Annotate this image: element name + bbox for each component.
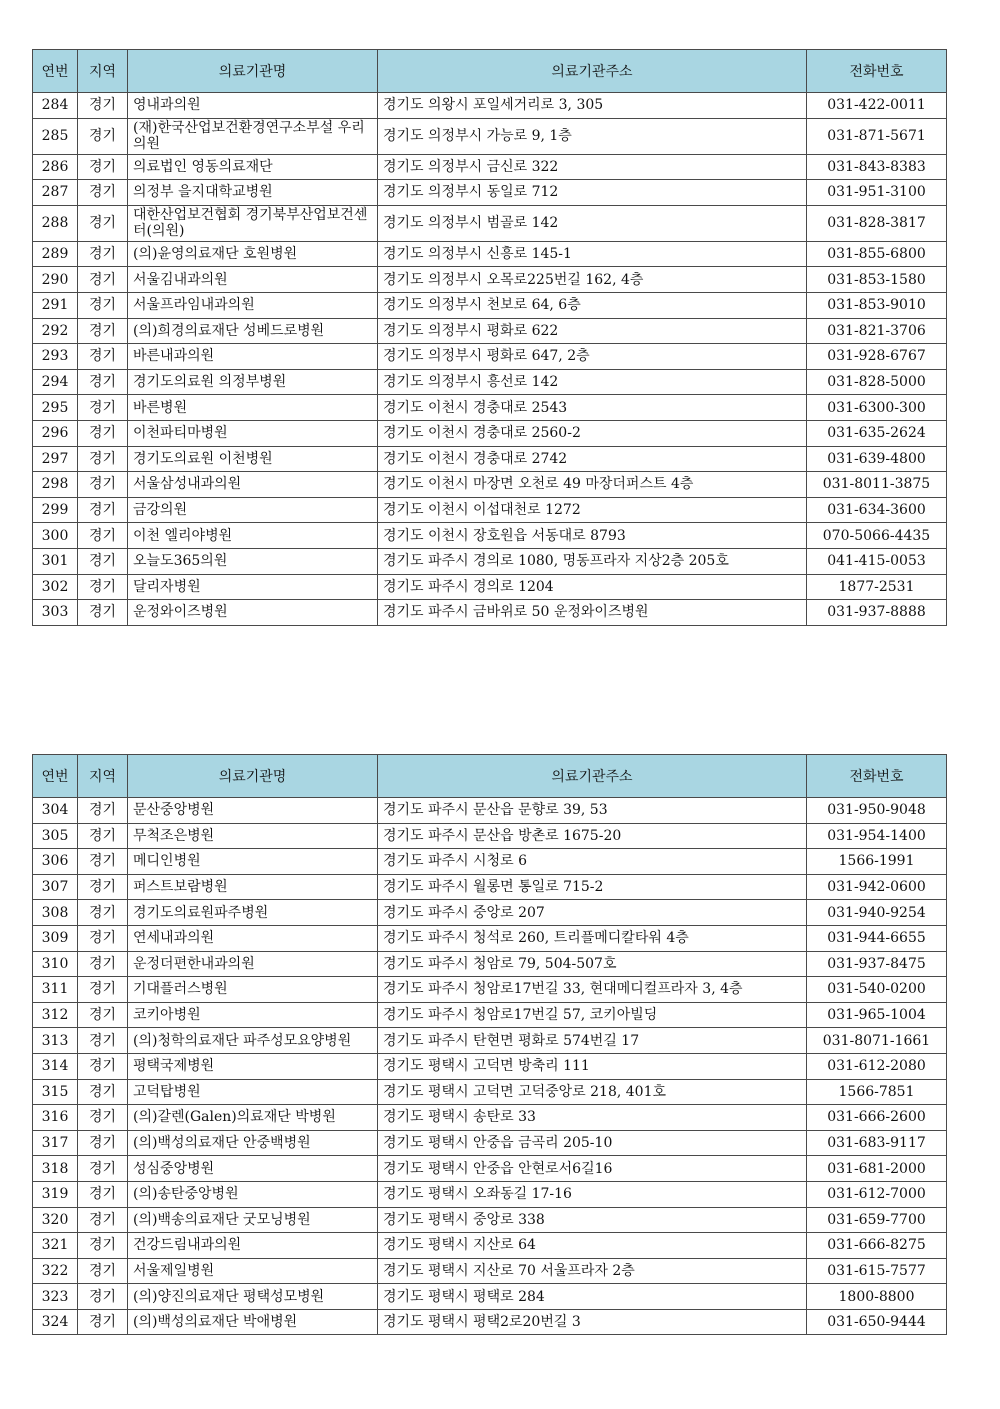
cell-region: 경기 <box>78 1156 128 1182</box>
cell-no: 319 <box>33 1181 78 1207</box>
cell-phone: 031-8071-1661 <box>807 1028 947 1054</box>
table-body-1 <box>33 93 947 626</box>
cell-region: 경기 <box>78 154 128 180</box>
cell-no: 296 <box>33 420 78 446</box>
cell-phone: 031-843-8383 <box>807 154 947 180</box>
cell-name: (의)희경의료재단 성베드로병원 <box>128 318 378 344</box>
cell-phone: 031-828-5000 <box>807 369 947 395</box>
cell-region: 경기 <box>78 951 128 977</box>
header-region: 지역 <box>78 755 128 798</box>
cell-region: 경기 <box>78 925 128 951</box>
cell-address: 경기도 평택시 고덕면 방축리 111 <box>378 1053 807 1079</box>
cell-name: 바른병원 <box>128 395 378 421</box>
cell-address: 경기도 의정부시 평화로 647, 2층 <box>378 344 807 370</box>
cell-name: 영내과의원 <box>128 93 378 119</box>
table-row <box>33 241 947 267</box>
cell-phone: 031-940-9254 <box>807 900 947 926</box>
table-row <box>33 874 947 900</box>
cell-address: 경기도 의정부시 평화로 622 <box>378 318 807 344</box>
cell-no: 308 <box>33 900 78 926</box>
cell-address: 경기도 파주시 문산읍 방촌로 1675-20 <box>378 823 807 849</box>
cell-region: 경기 <box>78 1105 128 1131</box>
cell-no: 312 <box>33 1002 78 1028</box>
header-address: 의료기관주소 <box>378 755 807 798</box>
table-row <box>33 1258 947 1284</box>
cell-name: 달리자병원 <box>128 574 378 600</box>
cell-phone: 1877-2531 <box>807 574 947 600</box>
cell-phone: 031-540-0200 <box>807 977 947 1003</box>
cell-region: 경기 <box>78 1309 128 1335</box>
table-row <box>33 1309 947 1335</box>
cell-region: 경기 <box>78 180 128 206</box>
cell-no: 321 <box>33 1233 78 1259</box>
cell-no: 303 <box>33 600 78 626</box>
cell-address: 경기도 의정부시 동일로 712 <box>378 180 807 206</box>
cell-region: 경기 <box>78 977 128 1003</box>
cell-no: 293 <box>33 344 78 370</box>
cell-name: (의)청학의료재단 파주성모요양병원 <box>128 1028 378 1054</box>
cell-no: 322 <box>33 1258 78 1284</box>
table-row <box>33 205 947 241</box>
table-header-row <box>33 755 947 798</box>
cell-region: 경기 <box>78 600 128 626</box>
cell-name: 메디인병원 <box>128 849 378 875</box>
cell-name: 무척조은병원 <box>128 823 378 849</box>
cell-name: (의)송탄중앙병원 <box>128 1181 378 1207</box>
cell-phone: 031-639-4800 <box>807 446 947 472</box>
cell-region: 경기 <box>78 1258 128 1284</box>
cell-region: 경기 <box>78 1028 128 1054</box>
cell-name: 서울프라임내과의원 <box>128 292 378 318</box>
table-row <box>33 600 947 626</box>
cell-no: 297 <box>33 446 78 472</box>
cell-no: 286 <box>33 154 78 180</box>
cell-name: 운정와이즈병원 <box>128 600 378 626</box>
cell-name: (의)백송의료재단 굿모닝병원 <box>128 1207 378 1233</box>
cell-region: 경기 <box>78 446 128 472</box>
cell-phone: 031-683-9117 <box>807 1130 947 1156</box>
cell-address: 경기도 파주시 시청로 6 <box>378 849 807 875</box>
table-row <box>33 523 947 549</box>
cell-region: 경기 <box>78 1181 128 1207</box>
cell-address: 경기도 이천시 경충대로 2742 <box>378 446 807 472</box>
header-name: 의료기관명 <box>128 50 378 93</box>
cell-phone: 031-8011-3875 <box>807 472 947 498</box>
cell-phone: 031-965-1004 <box>807 1002 947 1028</box>
cell-region: 경기 <box>78 1233 128 1259</box>
cell-phone: 031-666-2600 <box>807 1105 947 1131</box>
cell-name: 코키아병원 <box>128 1002 378 1028</box>
table-row <box>33 1079 947 1105</box>
cell-region: 경기 <box>78 318 128 344</box>
cell-region: 경기 <box>78 344 128 370</box>
cell-name: 이천파티마병원 <box>128 420 378 446</box>
cell-region: 경기 <box>78 420 128 446</box>
cell-phone: 070-5066-4435 <box>807 523 947 549</box>
cell-address: 경기도 평택시 오좌동길 17-16 <box>378 1181 807 1207</box>
cell-no: 287 <box>33 180 78 206</box>
cell-region: 경기 <box>78 205 128 241</box>
cell-region: 경기 <box>78 1207 128 1233</box>
cell-region: 경기 <box>78 823 128 849</box>
cell-address: 경기도 평택시 안중읍 금곡리 205-10 <box>378 1130 807 1156</box>
hospital-table-1 <box>32 49 947 626</box>
cell-address: 경기도 파주시 중앙로 207 <box>378 900 807 926</box>
cell-no: 324 <box>33 1309 78 1335</box>
cell-address: 경기도 평택시 송탄로 33 <box>378 1105 807 1131</box>
table-row <box>33 267 947 293</box>
cell-region: 경기 <box>78 900 128 926</box>
cell-address: 경기도 파주시 경의로 1204 <box>378 574 807 600</box>
table-row <box>33 548 947 574</box>
cell-address: 경기도 파주시 금바위로 50 운정와이즈병원 <box>378 600 807 626</box>
cell-no: 306 <box>33 849 78 875</box>
table-row <box>33 1053 947 1079</box>
cell-name: 오늘도365의원 <box>128 548 378 574</box>
cell-no: 305 <box>33 823 78 849</box>
table-row <box>33 395 947 421</box>
cell-address: 경기도 평택시 지산로 70 서울프라자 2층 <box>378 1258 807 1284</box>
table-row <box>33 154 947 180</box>
cell-address: 경기도 평택시 지산로 64 <box>378 1233 807 1259</box>
cell-no: 289 <box>33 241 78 267</box>
cell-no: 300 <box>33 523 78 549</box>
cell-address: 경기도 파주시 청암로17번길 33, 현대메디컬프라자 3, 4층 <box>378 977 807 1003</box>
cell-address: 경기도 이천시 마장면 오천로 49 마장더퍼스트 4층 <box>378 472 807 498</box>
cell-phone: 031-954-1400 <box>807 823 947 849</box>
table-row <box>33 1284 947 1310</box>
table-row <box>33 1002 947 1028</box>
cell-name: 건강드림내과의원 <box>128 1233 378 1259</box>
cell-address: 경기도 평택시 안중읍 안현로서6길16 <box>378 1156 807 1182</box>
table-row <box>33 925 947 951</box>
cell-region: 경기 <box>78 93 128 119</box>
cell-region: 경기 <box>78 523 128 549</box>
cell-region: 경기 <box>78 369 128 395</box>
cell-name: 서울제일병원 <box>128 1258 378 1284</box>
cell-no: 318 <box>33 1156 78 1182</box>
cell-address: 경기도 파주시 탄현면 평화로 574번길 17 <box>378 1028 807 1054</box>
cell-phone: 031-635-2624 <box>807 420 947 446</box>
cell-address: 경기도 의정부시 금신로 322 <box>378 154 807 180</box>
cell-phone: 031-821-3706 <box>807 318 947 344</box>
cell-no: 310 <box>33 951 78 977</box>
table-row <box>33 118 947 154</box>
cell-address: 경기도 의정부시 범골로 142 <box>378 205 807 241</box>
table-row <box>33 497 947 523</box>
header-no: 연번 <box>33 755 78 798</box>
cell-region: 경기 <box>78 1079 128 1105</box>
cell-name: 연세내과의원 <box>128 925 378 951</box>
cell-name: 성심중앙병원 <box>128 1156 378 1182</box>
cell-phone: 031-659-7700 <box>807 1207 947 1233</box>
table-row <box>33 1233 947 1259</box>
cell-no: 323 <box>33 1284 78 1310</box>
table-row <box>33 951 947 977</box>
cell-region: 경기 <box>78 118 128 154</box>
cell-address: 경기도 평택시 평택로 284 <box>378 1284 807 1310</box>
table-row <box>33 420 947 446</box>
table-row <box>33 1156 947 1182</box>
cell-no: 311 <box>33 977 78 1003</box>
cell-no: 285 <box>33 118 78 154</box>
cell-address: 경기도 이천시 이섭대천로 1272 <box>378 497 807 523</box>
cell-name: 이천 엘리야병원 <box>128 523 378 549</box>
cell-address: 경기도 파주시 청암로 79, 504-507호 <box>378 951 807 977</box>
cell-phone: 031-853-9010 <box>807 292 947 318</box>
cell-name: 경기도의료원 의정부병원 <box>128 369 378 395</box>
table-row <box>33 1130 947 1156</box>
cell-address: 경기도 파주시 월롱면 통일로 715-2 <box>378 874 807 900</box>
cell-region: 경기 <box>78 1053 128 1079</box>
cell-region: 경기 <box>78 292 128 318</box>
table-row <box>33 849 947 875</box>
cell-address: 경기도 의정부시 오목로225번길 162, 4층 <box>378 267 807 293</box>
header-address: 의료기관주소 <box>378 50 807 93</box>
cell-phone: 031-6300-300 <box>807 395 947 421</box>
cell-address: 경기도 평택시 고덕면 고덕중앙로 218, 401호 <box>378 1079 807 1105</box>
cell-name: 문산중앙병원 <box>128 798 378 824</box>
table-row <box>33 823 947 849</box>
header-name: 의료기관명 <box>128 755 378 798</box>
cell-phone: 031-422-0011 <box>807 93 947 119</box>
table-row <box>33 292 947 318</box>
cell-no: 309 <box>33 925 78 951</box>
cell-no: 284 <box>33 93 78 119</box>
table-row <box>33 574 947 600</box>
table-row <box>33 1181 947 1207</box>
cell-region: 경기 <box>78 849 128 875</box>
cell-address: 경기도 파주시 청석로 260, 트리플메디칼타워 4층 <box>378 925 807 951</box>
cell-phone: 031-612-7000 <box>807 1181 947 1207</box>
cell-name: 서울삼성내과의원 <box>128 472 378 498</box>
cell-name: 경기도의료원파주병원 <box>128 900 378 926</box>
cell-phone: 031-928-6767 <box>807 344 947 370</box>
cell-address: 경기도 의왕시 포일세거리로 3, 305 <box>378 93 807 119</box>
cell-no: 320 <box>33 1207 78 1233</box>
cell-region: 경기 <box>78 472 128 498</box>
header-phone: 전화번호 <box>807 50 947 93</box>
cell-phone: 031-681-2000 <box>807 1156 947 1182</box>
cell-name: 바른내과의원 <box>128 344 378 370</box>
cell-phone: 031-615-7577 <box>807 1258 947 1284</box>
cell-phone: 031-871-5671 <box>807 118 947 154</box>
cell-no: 316 <box>33 1105 78 1131</box>
cell-phone: 031-855-6800 <box>807 241 947 267</box>
cell-phone: 031-950-9048 <box>807 798 947 824</box>
cell-phone: 1800-8800 <box>807 1284 947 1310</box>
table-row <box>33 977 947 1003</box>
cell-phone: 031-634-3600 <box>807 497 947 523</box>
cell-region: 경기 <box>78 1002 128 1028</box>
cell-name: (의)백성의료재단 박애병원 <box>128 1309 378 1335</box>
cell-name: 의료법인 영동의료재단 <box>128 154 378 180</box>
cell-phone: 1566-7851 <box>807 1079 947 1105</box>
cell-region: 경기 <box>78 548 128 574</box>
table-row <box>33 798 947 824</box>
cell-phone: 031-944-6655 <box>807 925 947 951</box>
table-row <box>33 318 947 344</box>
cell-name: (재)한국산업보건환경연구소부설 우리의원 <box>128 118 378 154</box>
cell-region: 경기 <box>78 1130 128 1156</box>
cell-address: 경기도 파주시 청암로17번길 57, 코키아빌딩 <box>378 1002 807 1028</box>
cell-address: 경기도 의정부시 신흥로 145-1 <box>378 241 807 267</box>
table-row <box>33 369 947 395</box>
cell-region: 경기 <box>78 395 128 421</box>
cell-name: (의)윤영의료재단 호원병원 <box>128 241 378 267</box>
cell-phone: 031-828-3817 <box>807 205 947 241</box>
cell-no: 317 <box>33 1130 78 1156</box>
cell-address: 경기도 평택시 중앙로 338 <box>378 1207 807 1233</box>
header-phone: 전화번호 <box>807 755 947 798</box>
cell-region: 경기 <box>78 574 128 600</box>
cell-phone: 031-942-0600 <box>807 874 947 900</box>
table-row <box>33 446 947 472</box>
table-row <box>33 1105 947 1131</box>
cell-no: 313 <box>33 1028 78 1054</box>
cell-address: 경기도 파주시 경의로 1080, 명동프라자 지상2층 205호 <box>378 548 807 574</box>
cell-no: 288 <box>33 205 78 241</box>
cell-phone: 031-650-9444 <box>807 1309 947 1335</box>
cell-name: 운정더편한내과의원 <box>128 951 378 977</box>
cell-no: 315 <box>33 1079 78 1105</box>
cell-phone: 031-937-8475 <box>807 951 947 977</box>
cell-name: 평택국제병원 <box>128 1053 378 1079</box>
table-row <box>33 93 947 119</box>
cell-address: 경기도 평택시 평택2로20번길 3 <box>378 1309 807 1335</box>
cell-no: 294 <box>33 369 78 395</box>
cell-no: 295 <box>33 395 78 421</box>
cell-phone: 031-853-1580 <box>807 267 947 293</box>
cell-phone: 041-415-0053 <box>807 548 947 574</box>
header-no: 연번 <box>33 50 78 93</box>
cell-name: 의정부 을지대학교병원 <box>128 180 378 206</box>
cell-phone: 031-666-8275 <box>807 1233 947 1259</box>
cell-phone: 031-937-8888 <box>807 600 947 626</box>
cell-no: 307 <box>33 874 78 900</box>
cell-region: 경기 <box>78 798 128 824</box>
table-row <box>33 1028 947 1054</box>
header-region: 지역 <box>78 50 128 93</box>
cell-phone: 031-612-2080 <box>807 1053 947 1079</box>
cell-no: 314 <box>33 1053 78 1079</box>
cell-name: 금강의원 <box>128 497 378 523</box>
cell-phone: 031-951-3100 <box>807 180 947 206</box>
cell-no: 290 <box>33 267 78 293</box>
cell-no: 298 <box>33 472 78 498</box>
cell-region: 경기 <box>78 497 128 523</box>
cell-address: 경기도 파주시 문산읍 문향로 39, 53 <box>378 798 807 824</box>
cell-address: 경기도 이천시 경충대로 2560-2 <box>378 420 807 446</box>
cell-address: 경기도 이천시 장호원읍 서동대로 8793 <box>378 523 807 549</box>
cell-address: 경기도 의정부시 천보로 64, 6층 <box>378 292 807 318</box>
cell-name: 서울김내과의원 <box>128 267 378 293</box>
cell-region: 경기 <box>78 267 128 293</box>
cell-address: 경기도 의정부시 흥선로 142 <box>378 369 807 395</box>
hospital-table-2 <box>32 754 947 1335</box>
cell-no: 302 <box>33 574 78 600</box>
cell-phone: 1566-1991 <box>807 849 947 875</box>
cell-name: (의)갈렌(Galen)의료재단 박병원 <box>128 1105 378 1131</box>
table-row <box>33 344 947 370</box>
cell-name: 고덕탑병원 <box>128 1079 378 1105</box>
cell-name: (의)양진의료재단 평택성모병원 <box>128 1284 378 1310</box>
cell-region: 경기 <box>78 241 128 267</box>
cell-no: 292 <box>33 318 78 344</box>
table-row <box>33 180 947 206</box>
cell-name: 퍼스트보람병원 <box>128 874 378 900</box>
cell-address: 경기도 의정부시 가능로 9, 1층 <box>378 118 807 154</box>
cell-no: 291 <box>33 292 78 318</box>
table-row <box>33 472 947 498</box>
cell-no: 299 <box>33 497 78 523</box>
cell-no: 301 <box>33 548 78 574</box>
cell-name: (의)백성의료재단 안중백병원 <box>128 1130 378 1156</box>
cell-address: 경기도 이천시 경충대로 2543 <box>378 395 807 421</box>
cell-name: 경기도의료원 이천병원 <box>128 446 378 472</box>
cell-name: 대한산업보건협회 경기북부산업보건센터(의원) <box>128 205 378 241</box>
table-header-row <box>33 50 947 93</box>
table-body-2 <box>33 798 947 1335</box>
cell-region: 경기 <box>78 1284 128 1310</box>
table-row <box>33 900 947 926</box>
cell-no: 304 <box>33 798 78 824</box>
cell-region: 경기 <box>78 874 128 900</box>
table-row <box>33 1207 947 1233</box>
cell-name: 기대플러스병원 <box>128 977 378 1003</box>
